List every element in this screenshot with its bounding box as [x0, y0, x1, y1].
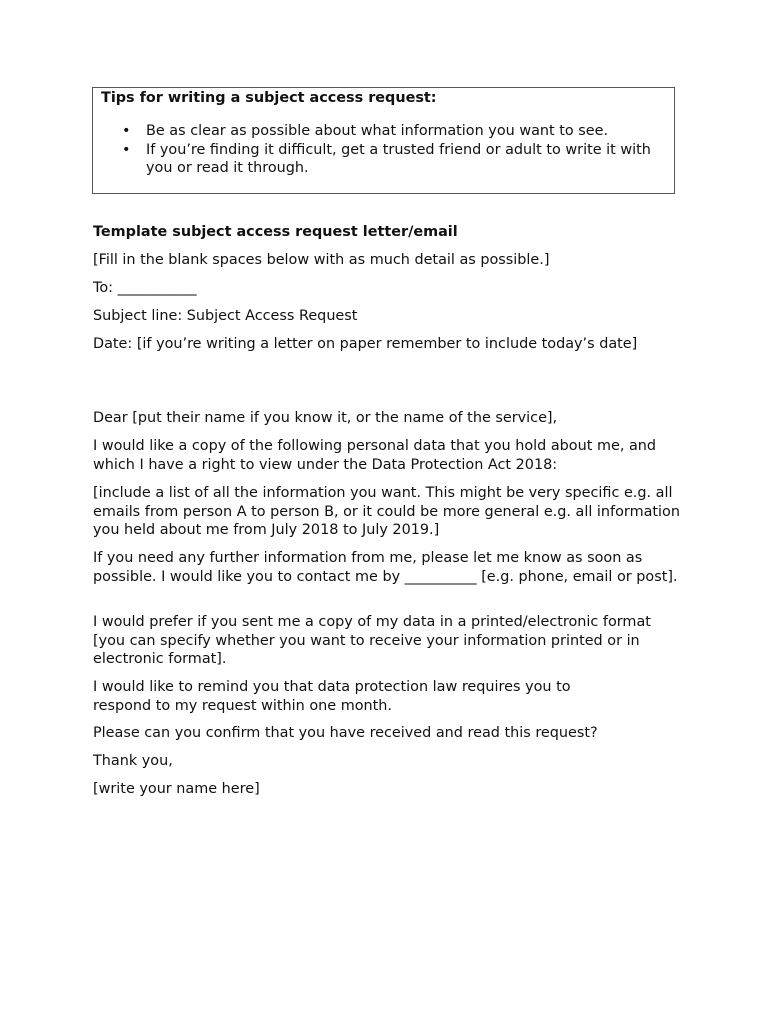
tips-title: Tips for writing a subject access request: — [101, 90, 437, 106]
list-instruction-paragraph: [include a list of all the information you want. This might be very specific e.g. all emails from person A to person B, or it could be more general e.g. all information you held about me from July 2018 to July 2019.] — [93, 485, 680, 538]
closing: Thank you, — [93, 753, 173, 769]
tips-list — [93, 122, 663, 178]
subject-line: Subject line: Subject Access Request — [93, 308, 358, 324]
bullet-icon: • — [122, 123, 131, 139]
to-line: To: ___________ — [93, 280, 197, 296]
greeting: Dear [put their name if you know it, or the name of the service], — [93, 410, 558, 426]
tips-box — [92, 87, 675, 194]
confirm-paragraph: Please can you confirm that you have received and read this request? — [93, 725, 598, 741]
tips-item-text: Be as clear as possible about what information you want to see. — [146, 123, 609, 139]
request-paragraph: I would like a copy of the following personal data that you hold about me, and which I have a right to view under the Data Protection Act 2018: — [93, 438, 657, 473]
bullet-icon: • — [122, 141, 131, 158]
tips-item — [93, 122, 663, 141]
date-line: Date: [if you’re writing a letter on paper remember to include today’s date] — [93, 336, 638, 352]
tips-item — [93, 141, 663, 178]
instruction-text: [Fill in the blank spaces below with as much detail as possible.] — [93, 252, 550, 268]
format-paragraph: I would prefer if you sent me a copy of my data in a printed/electronic format [you can specify whether you want to receive your information printed or in electronic format]. — [93, 614, 651, 667]
tips-item-text: If you’re finding it difficult, get a trusted friend or adult to write it with you or read it through. — [146, 141, 651, 176]
contact-paragraph: If you need any further information from me, please let me know as soon as possible. I would like you to contact me by __________ [e.g. phone, email or post]. — [93, 550, 678, 585]
template-heading: Template subject access request letter/email — [93, 224, 458, 240]
reminder-paragraph: I would like to remind you that data protection law requires you to respond to my request within one month. — [93, 679, 571, 714]
signature-line: [write your name here] — [93, 781, 260, 797]
